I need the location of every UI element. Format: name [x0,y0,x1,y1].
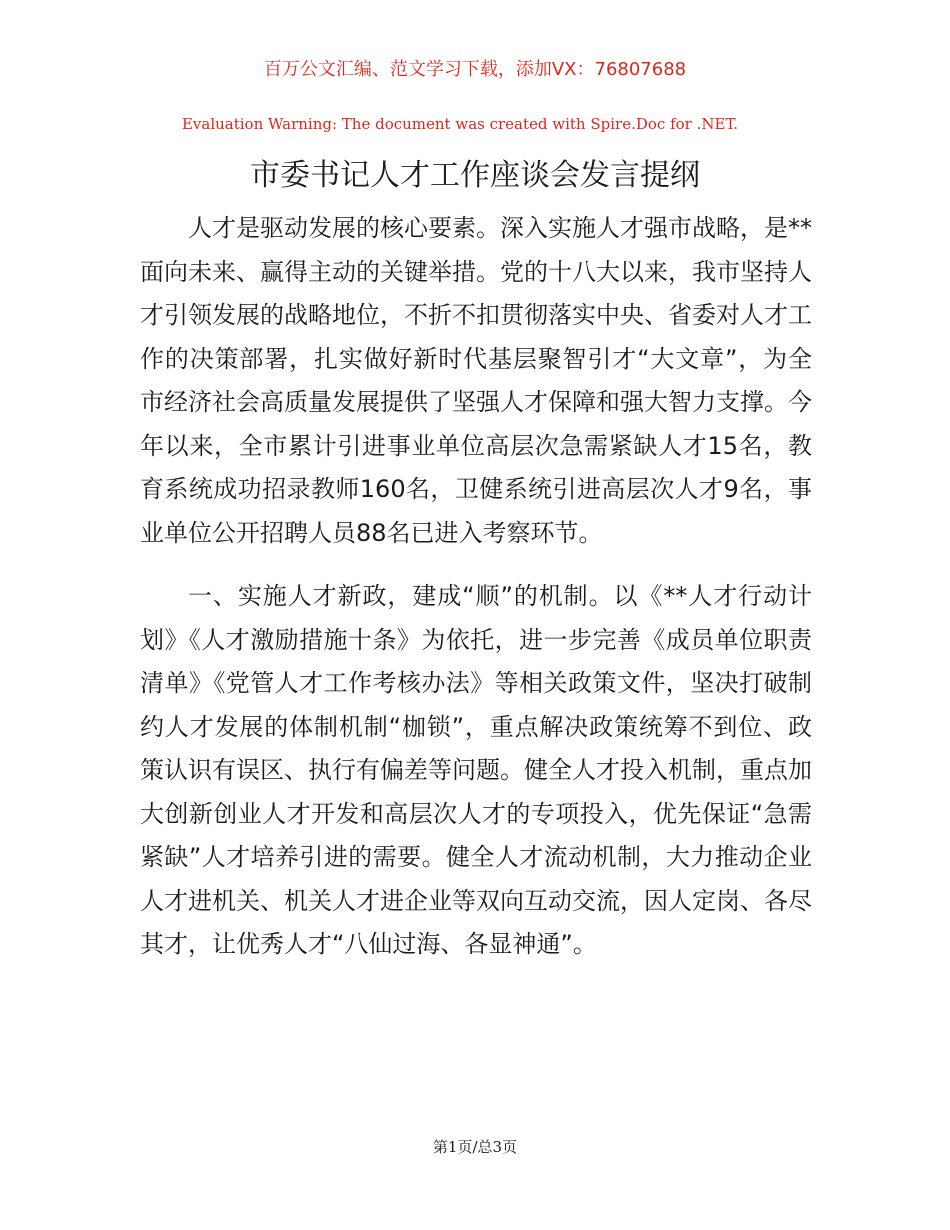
document-body [140,207,812,967]
document-title: 市委书记人才工作座谈会发言提纲 [250,158,700,193]
promo-header: 百万公文汇编、范文学习下载，添加VX：76807688 [263,59,687,80]
page-number-footer: 第1页/总3页 [432,1138,518,1156]
evaluation-warning: Evaluation Warning: The document was created with Spire.Doc for .NET. [181,115,739,133]
paragraph-intro: 人才是驱动发展的核心要素。深入实施人才强市战略，是**面向未来、赢得主动的关键举措。党的十八大以来，我市坚持人才引领发展的战略地位，不折不扣贯彻落实中央、省委对人才工作的决策部署，扎实做好新时代基层聚智引才“大文章”，为全市经济社会高质量发展提供了坚强人才保障和强大智力支撑。今年以来，全市累计引进事业单位高层次急需紧缺人才15名，教育系统成功招录教师160名，卫健系统引进高层次人才9名，事业单位公开招聘人员88名已进入考察环节。 [140,214,812,547]
paragraph-section-one: 一、实施人才新政，建成“顺”的机制。以《**人才行动计划》《人才激励措施十条》为依托，进一步完善《成员单位职责清单》《党管人才工作考核办法》等相关政策文件，坚决打破制约人才发展的体制机制“枷锁”，重点解决政策统筹不到位、政策认识有误区、执行有偏差等问题。健全人才投入机制，重点加大创新创业人才开发和高层次人才的专项投入，优先保证“急需紧缺”人才培养引进的需要。健全人才流动机制，大力推动企业人才进机关、机关人才进企业等双向互动交流，因人定岗、各尽其才，让优秀人才“八仙过海、各显神通”。 [140,582,812,958]
